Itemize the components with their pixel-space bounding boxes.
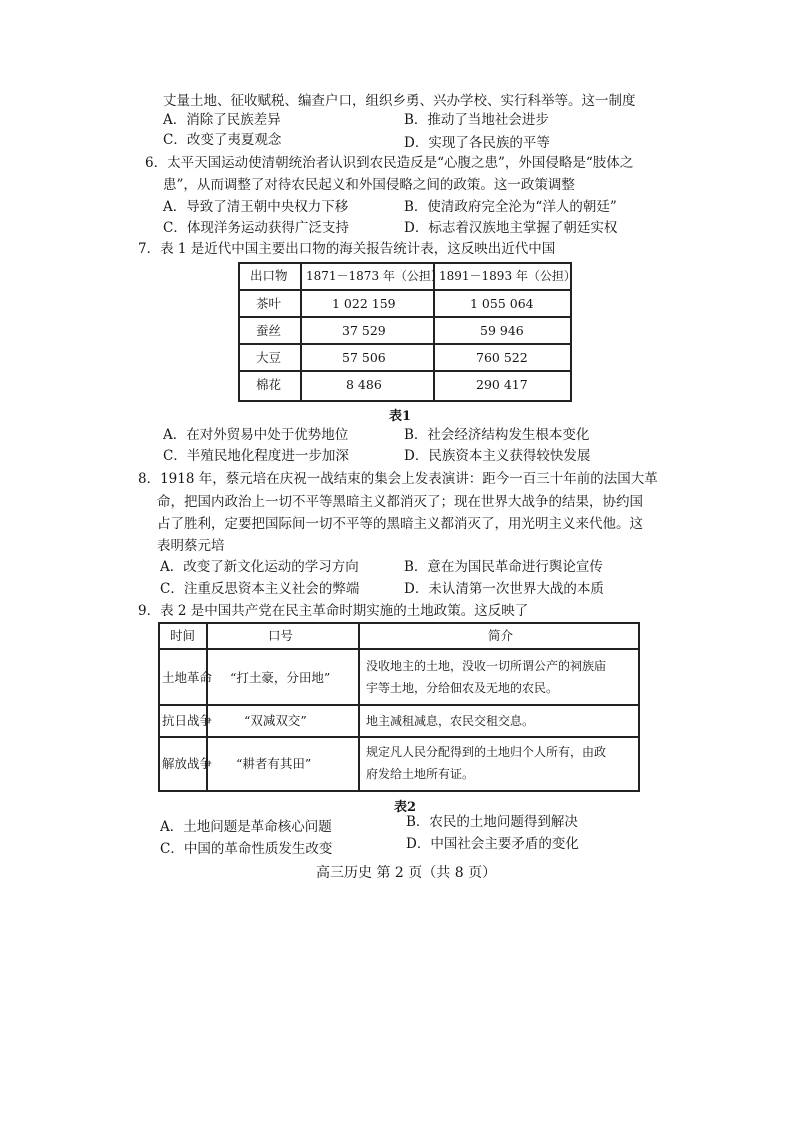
table1-header-1871: 1871－1873 年（公担） <box>306 269 443 283</box>
q7-option-d: D．民族资本主义获得较快发展 <box>404 448 591 464</box>
q8-stem-line2: 命，把国内政治上一切不平等黑暗主义都消灭了；现在世界大战争的结果，协约国 <box>157 494 643 510</box>
table1-row-cotton-1871: 8 486 <box>346 377 382 392</box>
table1-row-cotton-1891: 290 417 <box>476 377 528 392</box>
q8-option-b: B．意在为国民革命进行舆论宣传 <box>404 559 603 575</box>
q7-option-c: C．半殖民地化程度进一步加深 <box>163 448 349 464</box>
q9-option-d: D．中国社会主要矛盾的变化 <box>406 836 579 852</box>
q5-option-c: C．改变了夷夏观念 <box>163 132 282 148</box>
q6-stem-line2: 患”，从而调整了对待农民起义和外国侵略之间的政策。这一政策调整 <box>163 177 575 193</box>
table1-row-silk-1891: 59 946 <box>480 323 524 338</box>
q9-option-b: B．农民的土地问题得到解决 <box>406 814 578 830</box>
table2-row1-period: 土地革命 <box>162 670 213 685</box>
page-footer: 高三历史 第 2 页（共 8 页） <box>316 865 497 881</box>
table1-header-1891: 1891－1893 年（公担） <box>439 269 576 283</box>
q5-option-d: D．实现了各民族的平等 <box>404 135 550 151</box>
table2-row2-slogan: “双减双交” <box>244 713 307 728</box>
table1-row-cotton-name: 棉花 <box>256 377 282 392</box>
q9-option-c: C．中国的革命性质发生改变 <box>160 841 333 857</box>
q8-stem-line4: 表明蔡元培 <box>157 538 225 554</box>
table1-row-soy-name: 大豆 <box>256 350 282 365</box>
q8-option-c: C．注重反思资本主义社会的弊端 <box>160 581 360 597</box>
table2-row1-slogan: “打土豪，分田地” <box>230 670 331 685</box>
q9-stem: 9．表 2 是中国共产党在民主革命时期实施的土地政策。这反映了 <box>138 603 529 619</box>
table1-row-tea-1871: 1 022 159 <box>332 296 396 311</box>
table2-row2-summary: 地主减租减息，农民交租交息。 <box>366 714 535 728</box>
q9-option-a: A．土地问题是革命核心问题 <box>160 819 332 835</box>
table2-row3-slogan: “耕者有其田” <box>236 756 312 771</box>
table1-row-tea-1891: 1 055 064 <box>470 296 534 311</box>
q5-stem-tail: 丈量土地、征收赋税、编查户口，组织乡勇、兴办学校、实行科举等。这一制度 <box>163 93 636 109</box>
q8-stem-line1: 8．1918 年，蔡元培在庆祝一战结束的集会上发表演讲：距今一百三十年前的法国大革 <box>138 471 658 487</box>
q8-option-d: D．未认清第一次世界大战的本质 <box>404 581 604 597</box>
table1-row-soy-1891: 760 522 <box>476 350 528 365</box>
table2-row2-period: 抗日战争 <box>162 713 213 728</box>
q6-option-c: C．体现洋务运动获得广泛支持 <box>163 220 349 236</box>
table1-row-silk-1871: 37 529 <box>342 323 386 338</box>
table1-row-soy-1871: 57 506 <box>342 350 386 365</box>
table2-row3-summary-line1: 规定凡人民分配得到的土地归个人所有，由政 <box>366 745 607 759</box>
table2-header-time: 时间 <box>170 628 196 643</box>
q6-stem-line1: 6．太平天国运动使清朝统治者认识到农民造反是“心腹之患”，外国侵略是“肢体之 <box>145 155 634 171</box>
export-table <box>238 262 576 402</box>
table1-header-item: 出口物 <box>250 268 288 283</box>
q7-option-a: A．在对外贸易中处于优势地位 <box>163 427 349 443</box>
table2-header-slogan: 口号 <box>268 628 294 643</box>
q7-option-b: B．社会经济结构发生根本变化 <box>404 427 590 443</box>
q6-option-b: B．使清政府完全沦为“洋人的朝廷” <box>404 199 617 215</box>
land-policy-table <box>158 622 640 792</box>
table2-row1-summary-line2: 宇等土地，分给佃农及无地的农民。 <box>366 681 559 695</box>
table2-row1-summary-line1: 没收地主的土地，没收一切所谓公产的祠族庙 <box>366 659 607 673</box>
table1-row-silk-name: 蚕丝 <box>256 323 282 338</box>
table2-header-summary: 简介 <box>488 628 514 643</box>
q8-option-a: A．改变了新文化运动的学习方向 <box>160 559 359 575</box>
q5-option-b: B．推动了当地社会进步 <box>404 112 549 128</box>
table2-row3-summary-line2: 府发给土地所有证。 <box>366 767 475 781</box>
q6-option-d: D．标志着汉族地主掌握了朝廷实权 <box>404 220 618 236</box>
q6-option-a: A．导致了清王朝中央权力下移 <box>163 199 349 215</box>
table1-caption: 表1 <box>389 409 412 424</box>
table2-caption: 表2 <box>394 800 417 815</box>
q5-option-a: A．消除了民族差异 <box>163 112 281 128</box>
q7-stem: 7．表 1 是近代中国主要出口物的海关报告统计表，这反映出近代中国 <box>138 241 556 257</box>
table2-row3-period: 解放战争 <box>162 756 213 771</box>
q8-stem-line3: 占了胜利，定要把国际间一切不平等的黑暗主义都消灭了，用光明主义来代他。这 <box>157 516 643 532</box>
table1-row-tea-name: 茶叶 <box>256 296 282 311</box>
